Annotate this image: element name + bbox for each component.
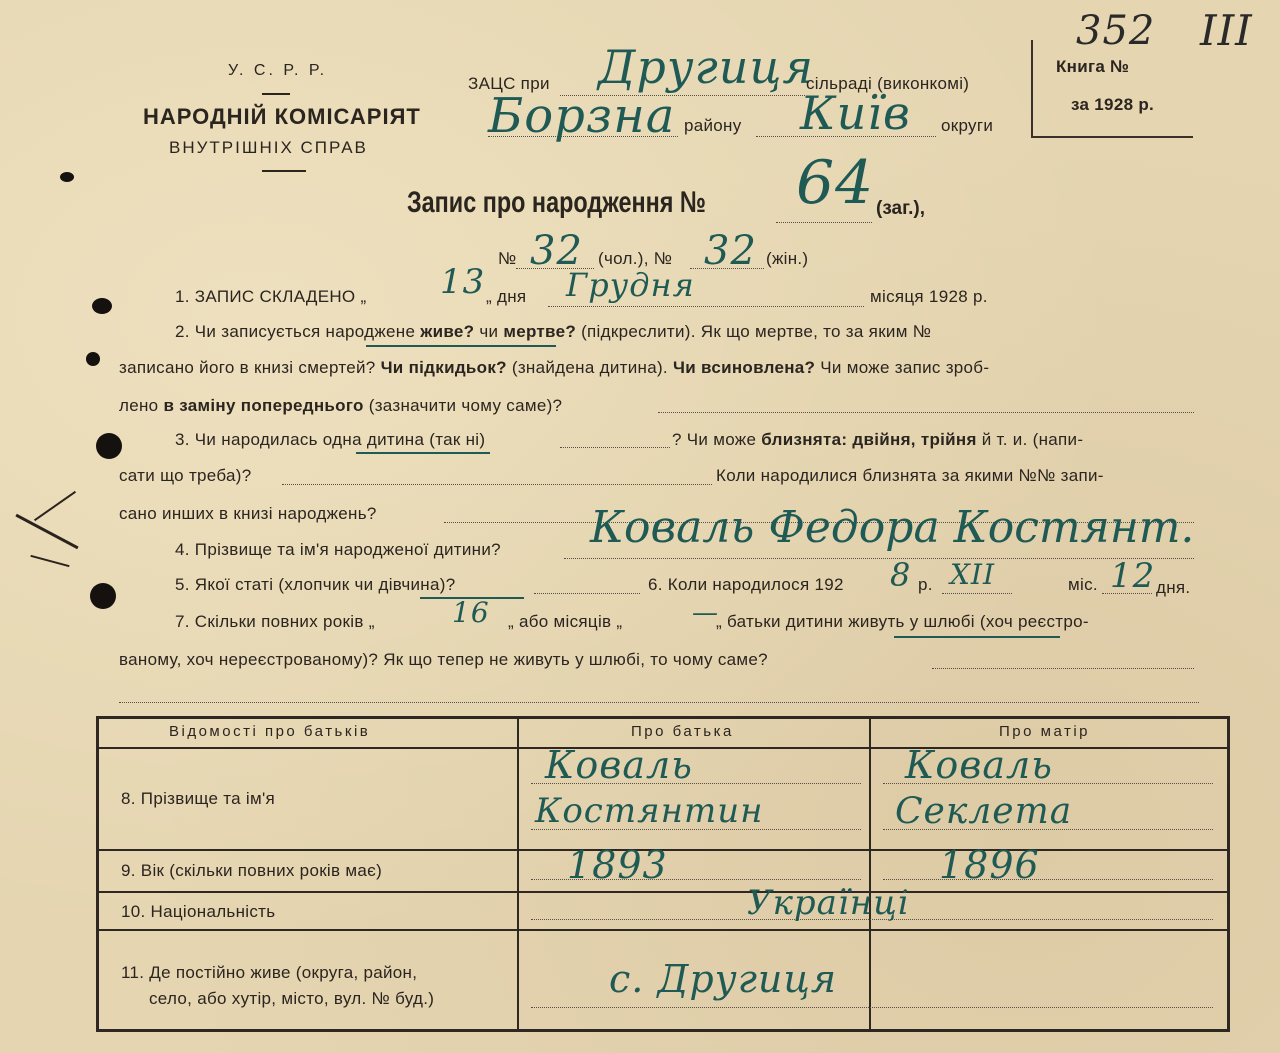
- q2-underline-mark: [366, 345, 556, 347]
- district-value: Борзна: [488, 88, 676, 144]
- q4-label: 4. Прізвище та ім'я народженої дитини?: [175, 540, 501, 559]
- q2-foundling: Чи підкидьок?: [380, 358, 507, 377]
- row9-label: 9. Вік (скільки повних років має): [121, 861, 383, 880]
- row11-label-1: 11. Де постійно живе (округа, район,: [121, 963, 418, 982]
- q3-twins: близнята: двійня, трійня: [761, 430, 977, 449]
- okrug-value: Київ: [800, 86, 911, 140]
- punch-hole: [86, 352, 100, 366]
- heading-divider: [262, 93, 290, 95]
- q2-underline-hint: (підкреслити). Як що мертве, то за яким №: [581, 322, 932, 341]
- punch-hole: [90, 583, 116, 609]
- q2-line3: [119, 396, 562, 416]
- book-number-box: [1031, 40, 1193, 138]
- q1-month-line: [548, 306, 864, 307]
- village-label: сільраді (виконкомі): [806, 74, 970, 93]
- q2-text: Чи може запис зроб-: [820, 358, 990, 377]
- q7-months: —: [692, 598, 719, 628]
- q2-text: (знайдена дитина).: [511, 358, 668, 377]
- book-number-handwritten: 352: [1076, 8, 1156, 54]
- q2-line2: [119, 358, 989, 378]
- table-header-father: Про батька: [631, 723, 734, 740]
- q7-line1a: 7. Скільки повних років „: [175, 612, 375, 631]
- punch-hole: [96, 433, 122, 459]
- q7-line1c: „ батьки дитини живуть у шлюбі (хоч реєстро-: [716, 612, 1089, 631]
- mother-surname: Коваль: [905, 743, 1053, 787]
- q6-month-label: міс.: [1068, 575, 1098, 594]
- female-label: (жін.): [766, 249, 809, 268]
- q6-month-line: [942, 593, 1012, 594]
- book-mark-handwritten: III: [1200, 6, 1253, 55]
- q4-line: [564, 558, 1194, 559]
- table-header-info: Відомості про батьків: [169, 723, 371, 740]
- father-surname: Коваль: [545, 743, 693, 787]
- republic-heading: У. С. Р. Р.: [228, 62, 328, 79]
- father-age: 1893: [567, 843, 668, 887]
- punch-hole: [92, 298, 112, 314]
- q2-or: чи: [479, 322, 499, 341]
- q3-text: 3. Чи народилась одна дитина (так ні): [175, 430, 486, 449]
- q7-answer-line: [932, 668, 1194, 669]
- mother-age: 1896: [939, 843, 1040, 887]
- row8-label: 8. Прізвище та ім'я: [121, 789, 276, 808]
- commissariat-subheading: ВНУТРІШНІХ СПРАВ: [169, 138, 368, 157]
- q1-month: Грудня: [566, 266, 695, 304]
- q2-answer-line: [658, 412, 1194, 413]
- village-value: Другиця: [598, 40, 814, 94]
- table-header-mother: Про матір: [999, 723, 1091, 740]
- heading-divider: [262, 170, 306, 172]
- q1-month-label: місяця 1928 р.: [870, 287, 988, 306]
- sub-no-label: №: [498, 249, 517, 268]
- row10-label: 10. Національність: [121, 902, 276, 921]
- q3-line1: [175, 430, 485, 450]
- q2-replacement: в заміну попереднього: [163, 396, 364, 415]
- q6-year: 8: [890, 556, 912, 594]
- row11-label-2: село, або хутір, місто, вул. № буд.): [149, 989, 435, 1008]
- q3-line2b: Коли народилися близнята за якими №№ запи-: [716, 466, 1104, 485]
- q5-label: 5. Якої статі (хлопчик чи дівчина)?: [175, 575, 456, 594]
- record-number: 64: [796, 148, 875, 218]
- mother-first-name: Секлета: [895, 791, 1073, 832]
- q6-label: 6. Коли народилося 192: [648, 575, 844, 594]
- q2-line1: [175, 322, 931, 342]
- q3-underline-mark: [356, 452, 490, 454]
- q1-day-label: „ дня: [486, 287, 527, 306]
- q2-text: (зазначити чому саме)?: [368, 396, 563, 415]
- q6-month: XII: [950, 558, 996, 591]
- zags-label: ЗАЦС при: [468, 74, 550, 93]
- q3-line3a: сано инших в книзі народжень?: [119, 504, 377, 523]
- residence-value: с. Другиця: [609, 957, 838, 1001]
- female-number: 32: [704, 228, 757, 274]
- q3-text: й т. и. (напи-: [981, 430, 1084, 449]
- q7-line1b: „ або місяців „: [508, 612, 623, 631]
- parents-table: [96, 716, 1230, 1032]
- q3-text: ? Чи може: [672, 430, 757, 449]
- q1-day: 13: [440, 262, 486, 302]
- q3-line1b: [672, 430, 1083, 450]
- book-year: за 1928 р.: [1071, 95, 1155, 114]
- q7-line2: ваному, хоч нереєстрованому)? Як що тепер не живуть у шлюбі, то чому саме?: [119, 650, 768, 669]
- okrug-label: округи: [941, 116, 994, 135]
- q6-day-label: дня.: [1156, 578, 1191, 597]
- q7-years: 16: [452, 596, 490, 629]
- punch-hole: [60, 172, 74, 182]
- q2-alive: живе?: [420, 322, 475, 341]
- male-number: 32: [530, 228, 583, 274]
- q2-text: записано його в книзі смертей?: [119, 358, 376, 377]
- child-name: Коваль Федора Костянт.: [590, 502, 1195, 553]
- nationality-value: Українці: [747, 883, 910, 923]
- q5-line: [534, 593, 640, 594]
- commissariat-heading: НАРОДНІЙ КОМІСАРІЯТ: [143, 104, 421, 129]
- q2-adopted: Чи всиновлена?: [672, 358, 816, 377]
- q3-line2a: сати що треба)?: [119, 466, 252, 485]
- q2-text: 2. Чи записується народжене: [175, 322, 416, 341]
- record-number-line: [776, 222, 872, 223]
- record-title: Запис про народження №: [407, 186, 707, 219]
- father-first-name: Костянтин: [535, 791, 764, 831]
- q7-answer-line-2: [119, 702, 1199, 703]
- q1-label: 1. ЗАПИС СКЛАДЕНО „: [175, 287, 367, 306]
- q2-dead: мертве?: [503, 322, 577, 341]
- q2-text: лено: [119, 396, 159, 415]
- q7-underline-mark: [894, 636, 1060, 638]
- q3-line2-dots: [282, 484, 712, 485]
- male-label: (чол.), №: [598, 249, 673, 268]
- book-label: Книга №: [1056, 57, 1130, 76]
- q3-answer-line: [560, 447, 670, 448]
- q6-day: 12: [1110, 556, 1156, 596]
- district-label: району: [684, 116, 742, 135]
- record-title-suffix: (заг.),: [876, 198, 925, 219]
- q6-year-label: р.: [918, 575, 933, 594]
